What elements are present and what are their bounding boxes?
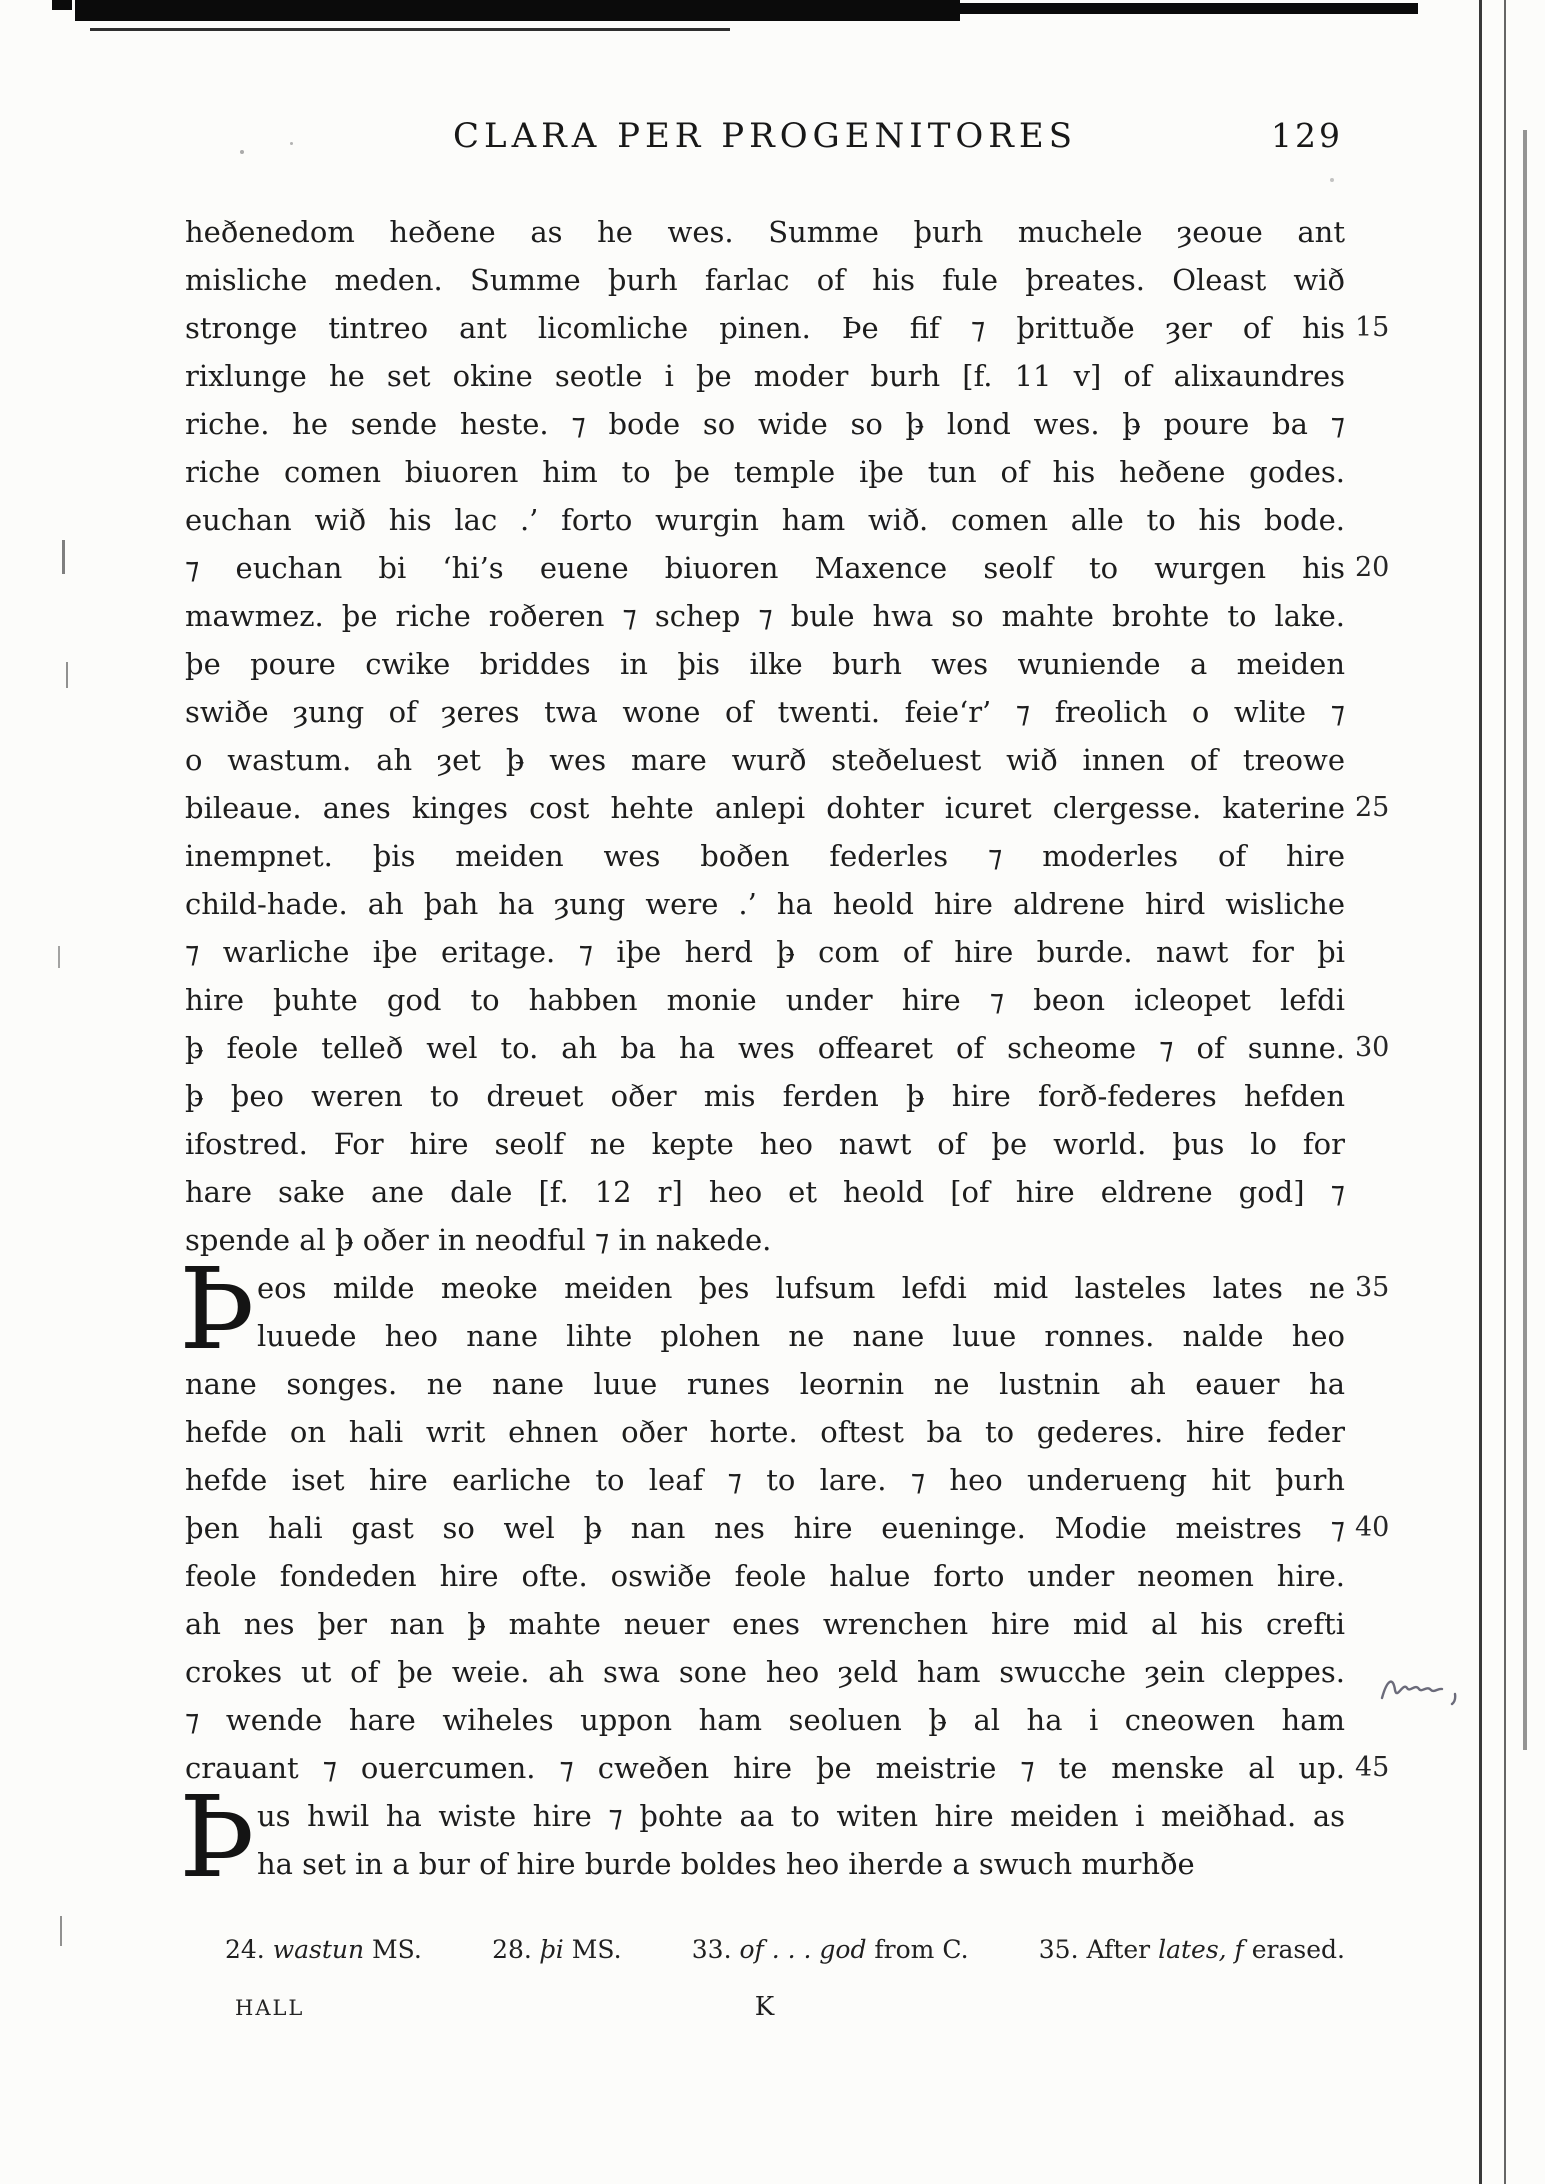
footnote-pre: After	[1078, 1935, 1159, 1964]
text-line	[185, 832, 1345, 880]
text-line	[185, 736, 1345, 784]
line-text: hare sake ane dale [f. 12 r] heo et heold [of hire eldrene god] ⁊	[185, 1175, 1345, 1209]
line-text: hire þuhte god to habben monie under hire ⁊ beon icleopet lefdi	[185, 983, 1345, 1017]
text-line	[185, 256, 1345, 304]
line-text: ⁊ wende hare wiheles uppon ham seoluen þ̵ al ha i cneowen ham	[185, 1703, 1345, 1737]
line-text: ah nes þer nan þ̵ mahte neuer enes wrenchen hire mid al his crefti	[185, 1607, 1345, 1641]
text-line	[185, 400, 1345, 448]
handwritten-margin-mark	[1378, 1662, 1478, 1714]
line-text: o wastum. ah ȝet þ̵ wes mare wurð steðeluest wið innen of treowe	[185, 743, 1345, 777]
footnote-number: 28.	[492, 1935, 532, 1964]
line-text: swiðe ȝung of ȝeres twa wone of twenti. feie‘r’ ⁊ freolich o wlite ⁊	[185, 695, 1345, 729]
line-text: ⁊ euchan bi ‘hi’s euene biuoren Maxence seolf to wurgen his	[185, 551, 1345, 585]
text-line	[185, 1696, 1345, 1744]
line-text: rixlunge he set okine seotle i þe moder burh [f. 11 v] of alixaundres	[185, 359, 1345, 393]
footnotes	[225, 1933, 1345, 1967]
footnote	[692, 1933, 969, 1967]
line-text: eos milde meoke meiden þes lufsum lefdi mid lasteles lates ne	[257, 1271, 1345, 1305]
line-number: 45	[1355, 1752, 1390, 1783]
line-text: hefde iset hire earliche to leaf ⁊ to lare. ⁊ heo underueng hit þurh	[185, 1463, 1345, 1497]
line-text: crokes ut of þe weie. ah swa sone heo ȝeld ham swucche ȝein cleppes.	[185, 1655, 1345, 1689]
line-text: child-hade. ah þah ha ȝung were .’ ha heold hire aldrene hird wisliche	[185, 887, 1345, 921]
line-text: crauant ⁊ ouercumen. ⁊ cweðen hire þe meistrie ⁊ te menske al up.	[185, 1751, 1345, 1785]
text-line	[185, 208, 1345, 256]
scan-artifact-left-mark-4	[60, 1916, 62, 1946]
footnote	[1039, 1933, 1345, 1967]
text-line	[185, 688, 1345, 736]
drop-cap: Þ	[179, 1245, 255, 1375]
text-line	[185, 784, 1390, 832]
page-header-title: CLARA PER PROGENITORES	[453, 116, 1077, 156]
line-text: ⁊ warliche iþe eritage. ⁊ iþe herd þ̵ com of hire burde. nawt for þi	[185, 935, 1345, 969]
text-line	[185, 1552, 1345, 1600]
drop-cap: Þ	[179, 1773, 255, 1903]
running-head	[185, 112, 1345, 160]
line-text: ha set in a bur of hire burde boldes heo iherde a swuch murhðe	[257, 1847, 1195, 1881]
line-number: 30	[1355, 1032, 1390, 1063]
scan-artifact-left-mark-1	[62, 540, 65, 574]
text-line	[185, 1072, 1345, 1120]
line-text: euchan wið his lac .’ forto wurgin ham wið. comen alle to his bode.	[185, 503, 1345, 537]
footnote	[492, 1933, 621, 1967]
text-line	[185, 1168, 1345, 1216]
footnote-text: from C.	[866, 1935, 969, 1964]
footnote-text: erased.	[1243, 1935, 1345, 1964]
line-text: heðenedom heðene as he wes. Summe þurh muchele ȝeoue ant	[185, 215, 1345, 249]
signature-line	[185, 1992, 1345, 2028]
text-line	[185, 1744, 1390, 1792]
text-line	[185, 544, 1390, 592]
line-text: þ̵ feole telleð wel to. ah ba ha wes offearet of scheome ⁊ of sunne.	[185, 1031, 1345, 1065]
text-line	[185, 496, 1345, 544]
line-text: mawmez. þe riche roðeren ⁊ schep ⁊ bule hwa so mahte brohte to lake.	[185, 599, 1345, 633]
footnote-pre	[532, 1935, 540, 1964]
text-line	[185, 928, 1345, 976]
text-line	[185, 1216, 1345, 1264]
footnote-text: MS.	[364, 1935, 422, 1964]
line-text: feole fondeden hire ofte. oswiðe feole halue forto under neomen hire.	[185, 1559, 1345, 1593]
line-text: stronge tintreo ant licomliche pinen. Þe fif ⁊ þrittuðe ȝer of his	[185, 311, 1345, 345]
line-text: þe poure cwike briddes in þis ilke burh wes wuniende a meiden	[185, 647, 1345, 681]
editor-sigla: HALL	[235, 1996, 305, 2020]
line-number: 25	[1355, 792, 1390, 823]
scan-artifact-top-bar	[75, 0, 960, 21]
line-text: inempnet. þis meiden wes boðen federles ⁊ moderles of hire	[185, 839, 1345, 873]
line-text: luuede heo nane lihte plohen ne nane luue ronnes. nalde heo	[257, 1319, 1345, 1353]
footnote	[225, 1933, 422, 1967]
scan-artifact-corner-blob	[52, 0, 72, 10]
footnote-number: 33.	[691, 1935, 732, 1964]
footnote-text: MS.	[563, 1935, 622, 1964]
line-number: 35	[1355, 1272, 1390, 1303]
text-line	[185, 1312, 1345, 1360]
footnote-number: 35.	[1038, 1935, 1079, 1964]
text-line	[185, 1408, 1345, 1456]
line-text: þen hali gast so wel þ̵ nan nes hire eueninge. Modie meistres ⁊	[185, 1511, 1345, 1545]
text-line	[185, 1120, 1345, 1168]
footnote-lemma: wastun	[272, 1935, 365, 1964]
text-line	[185, 1360, 1345, 1408]
line-text: nane songes. ne nane luue runes leornin ne lustnin ah eauer ha	[185, 1367, 1345, 1401]
text-line	[185, 1504, 1390, 1552]
line-text: riche. he sende heste. ⁊ bode so wide so þ̵ lond wes. þ̵ poure ba ⁊	[185, 407, 1345, 441]
scan-artifact-top-rule	[90, 28, 730, 31]
text-block	[179, 208, 1390, 1903]
text-line	[185, 448, 1345, 496]
page-number: 129	[1271, 116, 1343, 155]
line-text: hefde on hali writ ehnen oðer horte. oftest ba to gederes. hire feder	[185, 1415, 1345, 1449]
footnote-pre	[265, 1935, 273, 1964]
gathering-signature: K	[754, 1992, 776, 2022]
line-number: 20	[1355, 552, 1390, 583]
footnote-lemma: lates, f	[1158, 1935, 1244, 1964]
line-text: riche comen biuoren him to þe temple iþe tun of his heðene godes.	[185, 455, 1345, 489]
line-number: 40	[1355, 1512, 1390, 1543]
scan-artifact-dot-3	[1330, 178, 1334, 182]
scan-artifact-left-mark-3	[58, 946, 60, 968]
scan-artifact-right-line-1	[1479, 0, 1482, 2184]
text-line	[185, 1024, 1390, 1072]
footnote-lemma: þi	[539, 1935, 564, 1964]
line-text: us hwil ha wiste hire ⁊ þohte aa to witen hire meiden i meiðhad. as	[257, 1799, 1345, 1833]
scan-artifact-top-bar-thin	[950, 3, 1418, 14]
line-text: ifostred. For hire seolf ne kepte heo nawt of þe world. þus lo for	[185, 1127, 1345, 1161]
text-line	[185, 352, 1345, 400]
text-line	[185, 304, 1390, 352]
text-line	[185, 1648, 1345, 1696]
text-line	[185, 976, 1345, 1024]
scan-artifact-left-mark-2	[66, 662, 68, 688]
text-line	[185, 640, 1345, 688]
line-text: bileaue. anes kinges cost hehte anlepi dohter icuret clergesse. katerine	[185, 791, 1345, 825]
line-text: misliche meden. Summe þurh farlac of his fule þreates. Oleast wið	[185, 263, 1345, 297]
scan-artifact-right-line-2	[1504, 0, 1506, 2184]
text-line	[185, 592, 1345, 640]
text-line	[185, 1840, 1345, 1888]
scan-artifact-right-line-3	[1523, 130, 1527, 1750]
line-number: 15	[1355, 312, 1390, 343]
line-text: spende al þ̵ oðer in neodful ⁊ in nakede.	[185, 1223, 772, 1257]
text-line	[185, 1456, 1345, 1504]
footnote-lemma: of . . . god	[739, 1935, 867, 1964]
line-text: þ̵ þeo weren to dreuet oðer mis ferden þ̵ hire forð-federes hefden	[185, 1079, 1345, 1113]
footnote-number: 24.	[225, 1935, 265, 1964]
text-line	[185, 1600, 1345, 1648]
text-line	[185, 880, 1345, 928]
